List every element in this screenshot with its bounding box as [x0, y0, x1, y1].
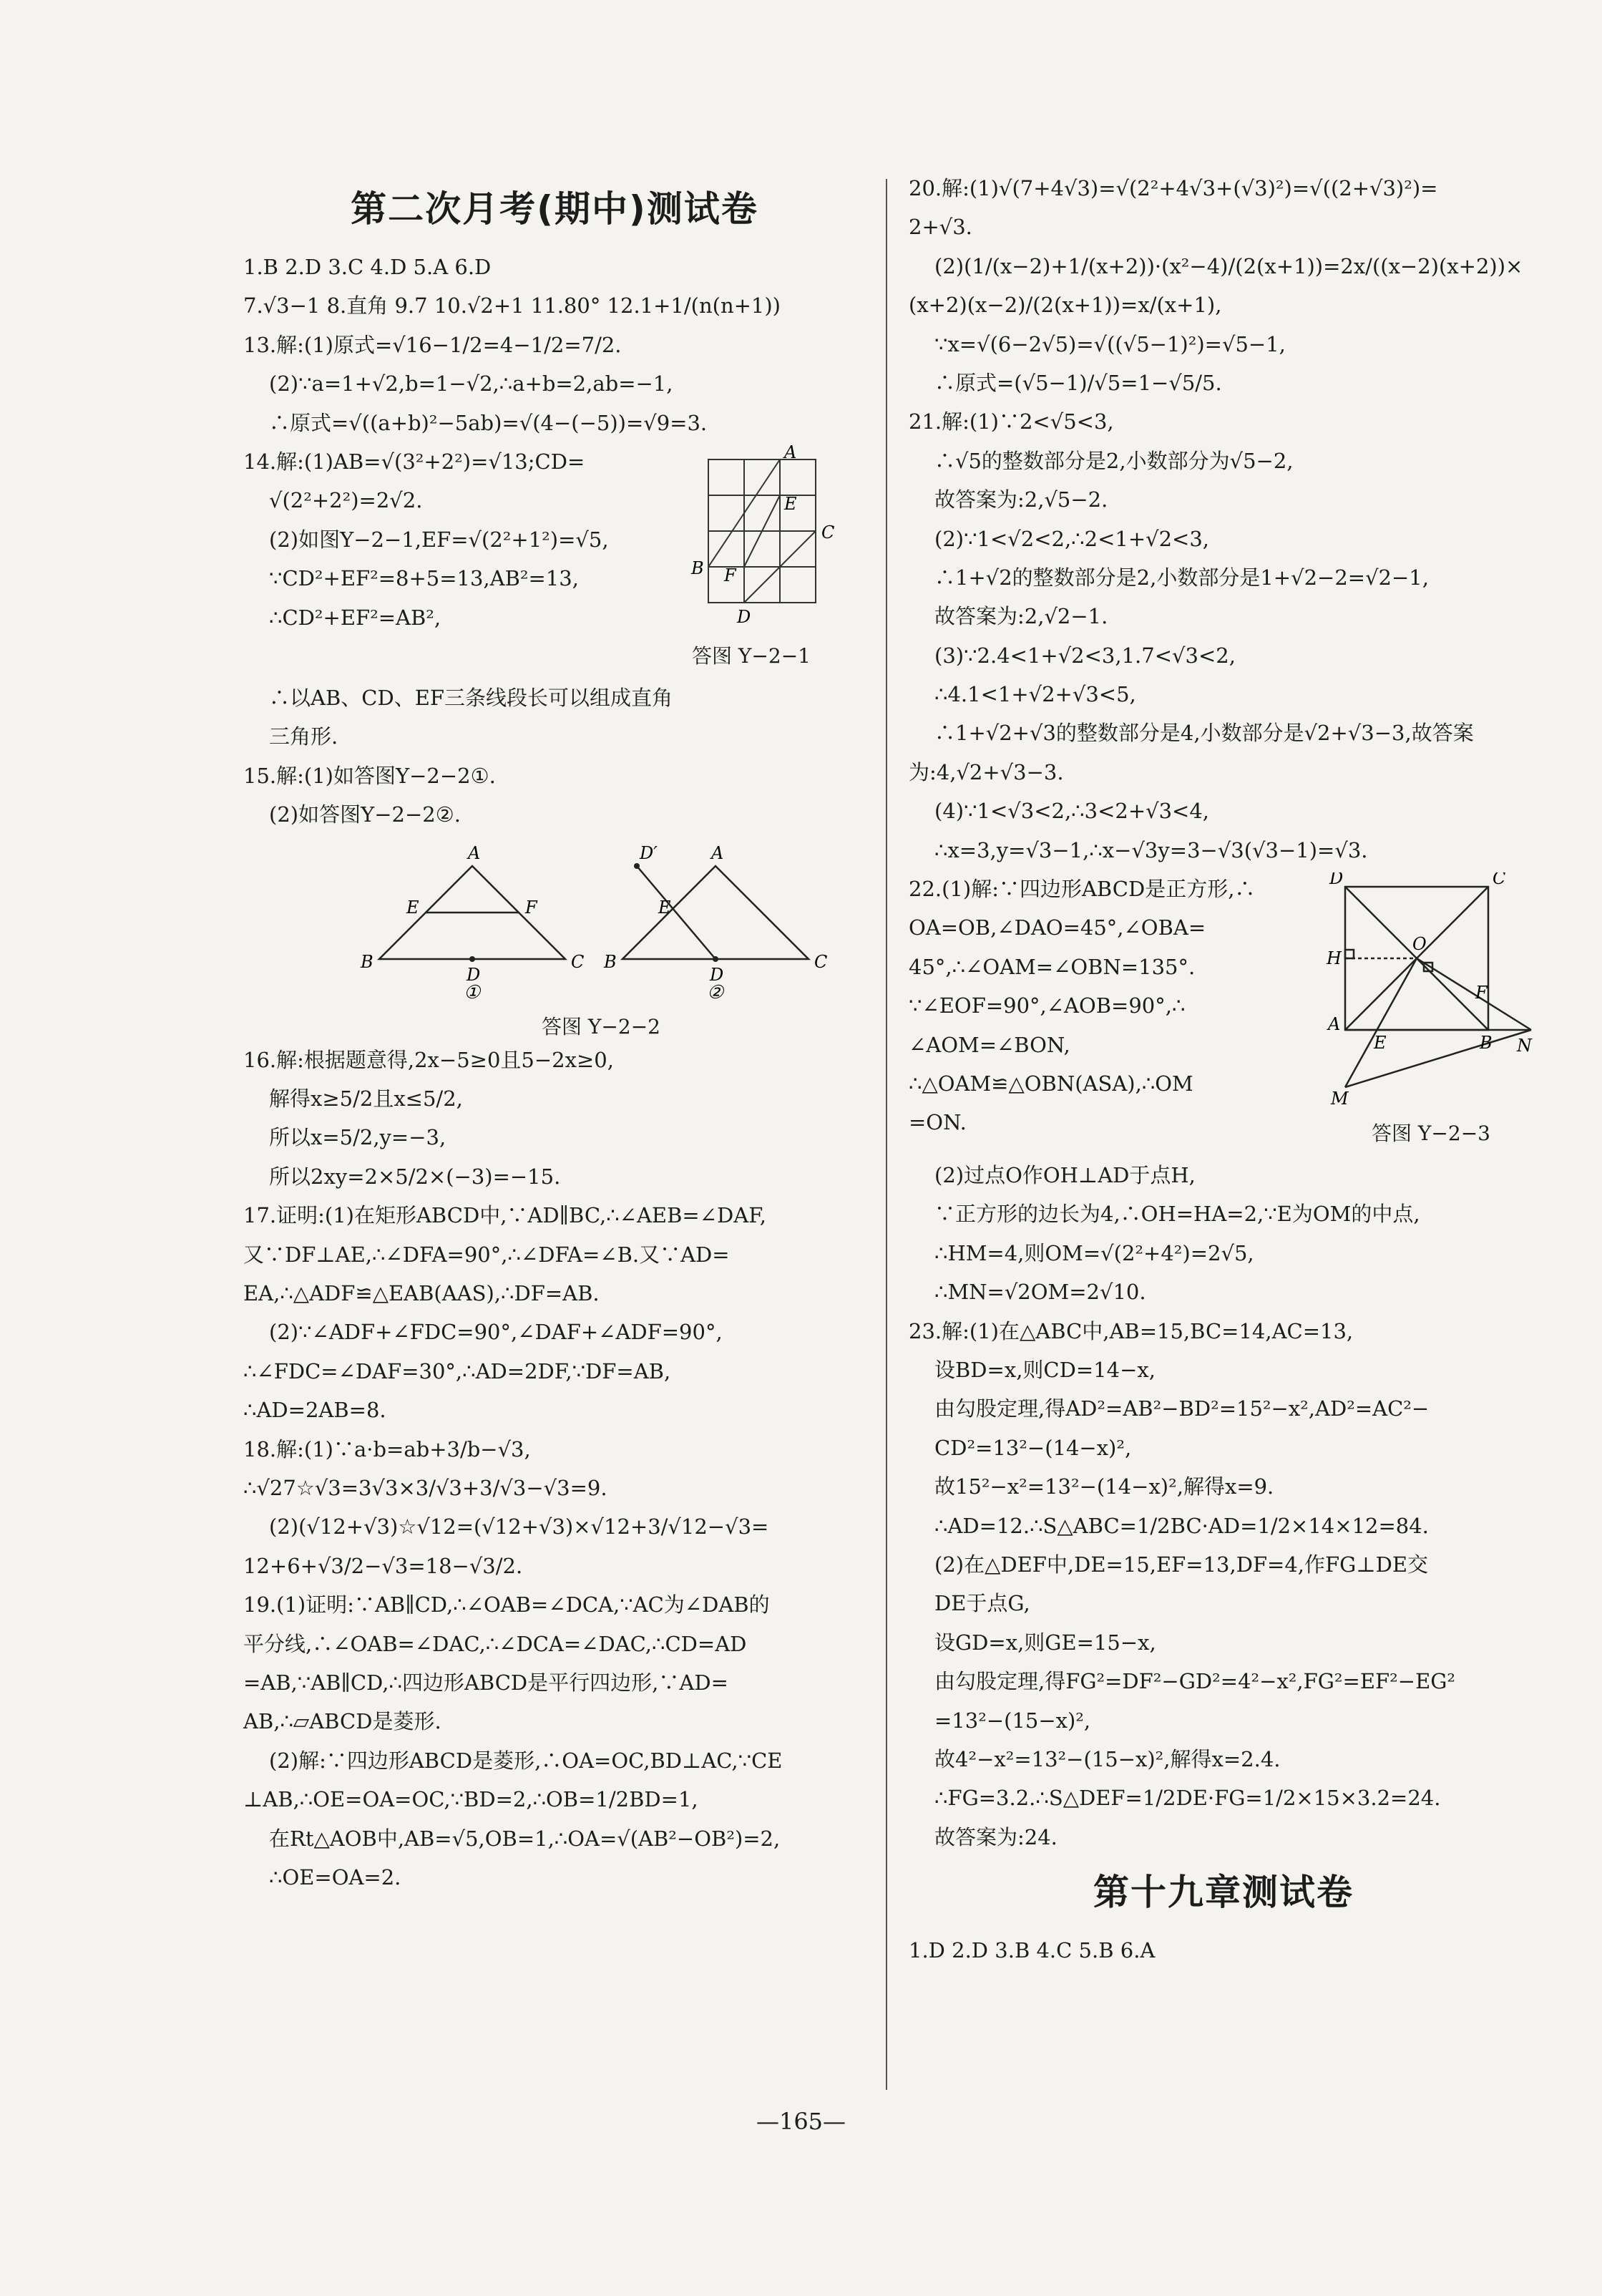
answer-line: ∴原式=√((a+b)²−5ab)=√(4−(−5))=√9=3. — [269, 410, 708, 435]
label: D — [710, 964, 724, 985]
answer-line: ∴1+√2的整数部分是2,小数部分是1+√2−2=√2−1, — [934, 565, 1429, 590]
label-d: D — [737, 606, 751, 627]
label: B — [604, 951, 617, 972]
answer-line: 2+√3. — [909, 215, 972, 240]
figure-caption: 答图 Y−2−3 — [1372, 1122, 1490, 1146]
answer-line: ∴√27☆√3=3√3×3/√3+3/√3−√3=9. — [243, 1476, 607, 1500]
answer-line: 在Rt△AOB中,AB=√5,OB=1,∴OA=√(AB²−OB²)=2, — [269, 1826, 781, 1851]
answer-line: 16.解:根据题意得,2x−5≥0且5−2x≥0, — [243, 1047, 614, 1072]
answer-line: ∴HM=4,则OM=√(2²+4²)=2√5, — [934, 1240, 1254, 1265]
label: D′ — [640, 842, 658, 863]
answer-line: ∴MN=√2OM=2√10. — [934, 1280, 1146, 1305]
answer-line: =ON. — [909, 1110, 967, 1135]
answer-line: 三角形. — [269, 724, 338, 749]
answer-line: ∵∠EOF=90°,∠AOB=90°,∴ — [909, 993, 1186, 1018]
answer-line: 23.解:(1)在△ABC中,AB=15,BC=14,AC=13, — [909, 1318, 1354, 1343]
answer-line: 所以2xy=2×5/2×(−3)=−15. — [269, 1164, 561, 1189]
answer-line: ⊥AB,∴OE=OA=OC,∵BD=2,∴OB=1/2BD=1, — [243, 1787, 698, 1812]
answer-line: ∴OE=OA=2. — [269, 1864, 401, 1889]
answer-line: 1.B 2.D 3.C 4.D 5.A 6.D — [243, 255, 492, 279]
answer-line: (2)(1/(x−2)+1/(x+2))·(x²−4)/(2(x+1))=2x/((x−2)(x+2))× — [934, 253, 1523, 278]
label: E — [1374, 1033, 1387, 1054]
answer-line: 15.解:(1)如答图Y−2−2①. — [243, 763, 496, 788]
label: A — [468, 842, 481, 863]
right-column — [909, 172, 1538, 1972]
left-column — [243, 172, 866, 1899]
answer-line: 17.证明:(1)在矩形ABCD中,∵AD∥BC,∴∠AEB=∠DAF, — [243, 1203, 767, 1228]
label: A — [711, 842, 724, 863]
answer-line: ∴4.1<1+√2+√3<5, — [934, 682, 1136, 707]
answer-line: 19.(1)证明:∵AB∥CD,∴∠OAB=∠DCA,∵AC为∠DAB的 — [243, 1592, 770, 1618]
label: F — [525, 897, 537, 918]
answer-line: ∵x=√(6−2√5)=√((√5−1)²)=√5−1, — [934, 331, 1286, 356]
answer-line: 13.解:(1)原式=√16−1/2=4−1/2=7/2. — [243, 332, 622, 357]
answer-line: 1.D 2.D 3.B 4.C 5.B 6.A — [909, 1938, 1156, 1963]
answer-line: EA,∴△ADF≌△EAB(AAS),∴DF=AB. — [243, 1281, 600, 1306]
label-b: B — [691, 558, 704, 578]
answer-line: ∴原式=(√5−1)/√5=1−√5/5. — [934, 370, 1222, 395]
q22-block — [909, 872, 1538, 1159]
answer-line: ∴FG=3.2.∴S△DEF=1/2DE·FG=1/2×15×3.2=24. — [934, 1786, 1441, 1811]
answer-line: (2)∵1<√2<2,∴2<1+√2<3, — [934, 526, 1210, 551]
square-figure — [1324, 872, 1538, 1109]
label-e: E — [784, 493, 797, 514]
answer-line: (2)过点O作OH⊥AD于点H, — [934, 1163, 1196, 1188]
answer-line: (2)在△DEF中,DE=15,EF=13,DF=4,作FG⊥DE交 — [934, 1552, 1429, 1577]
answer-line: 又∵DF⊥AE,∴∠DFA=90°,∴∠DFA=∠B.又∵AD= — [243, 1242, 730, 1267]
answer-line: ∴以AB、CD、EF三条线段长可以组成直角 — [269, 685, 673, 710]
grid-figure — [644, 445, 859, 631]
answer-line: (2)∵a=1+√2,b=1−√2,∴a+b=2,ab=−1, — [269, 371, 673, 397]
answer-line: (4)∵1<√3<2,∴3<2+√3<4, — [934, 799, 1210, 824]
answer-line: 故15²−x²=13²−(14−x)²,解得x=9. — [934, 1474, 1274, 1499]
answer-line: (2)∵∠ADF+∠FDC=90°,∠DAF+∠ADF=90°, — [269, 1320, 723, 1345]
answer-line: 为:4,√2+√3−3. — [909, 759, 1064, 784]
answer-line: (2)解:∵四边形ABCD是菱形,∴OA=OC,BD⊥AC,∵CE — [269, 1748, 783, 1773]
label: A — [1328, 1014, 1341, 1035]
figure-y-2-1 — [644, 445, 859, 673]
answer-line: AB,∴▱ABCD是菱形. — [243, 1709, 441, 1734]
label: E — [406, 897, 419, 918]
answer-line: √(2²+2²)=2√2. — [269, 488, 423, 513]
answer-line: 7.√3−1 8.直角 9.7 10.√2+1 11.80° 12.1+1/(n(n+1)) — [243, 293, 781, 318]
answer-line: (x+2)(x−2)/(2(x+1))=x/(x+1), — [909, 293, 1222, 318]
label: B — [1480, 1033, 1493, 1054]
label: C — [571, 951, 585, 972]
answer-line: ∠AOM=∠BON, — [909, 1032, 1070, 1057]
answer-line: 由勾股定理,得FG²=DF²−GD²=4²−x²,FG²=EF²−EG² — [934, 1669, 1456, 1694]
answer-line: 22.(1)解:∵四边形ABCD是正方形,∴ — [909, 877, 1256, 902]
label: B — [361, 951, 373, 972]
label: D — [1329, 872, 1344, 889]
q14-block — [243, 445, 866, 681]
label-f: F — [724, 565, 736, 585]
answer-line: 故答案为:2,√5−2. — [934, 487, 1108, 512]
figure-y-2-2 — [243, 837, 866, 1044]
answer-line: ∴△OAM≌△OBN(ASA),∴OM — [909, 1071, 1193, 1096]
answer-line: ∴CD²+EF²=AB², — [269, 605, 441, 630]
answer-line: 故答案为:24. — [934, 1824, 1058, 1849]
answer-line: 所以x=5/2,y=−3, — [269, 1125, 446, 1150]
page-number: —165— — [756, 2108, 846, 2135]
label: F — [1475, 983, 1488, 1003]
answer-line: 故答案为:2,√2−1. — [934, 604, 1108, 629]
answer-line: ∵CD²+EF²=8+5=13,AB²=13, — [269, 566, 579, 591]
answer-line: 12+6+√3/2−√3=18−√3/2. — [243, 1553, 523, 1578]
triangles-figure — [351, 837, 851, 1002]
answer-line: CD²=13²−(14−x)², — [934, 1435, 1132, 1460]
answer-line: 18.解:(1)∵a·b=ab+3/b−√3, — [243, 1436, 531, 1461]
label: H — [1327, 948, 1342, 969]
label: C — [1493, 872, 1506, 889]
column-divider — [886, 179, 887, 2090]
answer-line: ∴1+√2+√3的整数部分是4,小数部分是√2+√3−3,故答案 — [934, 721, 1474, 746]
answer-line: DE于点G, — [934, 1591, 1030, 1616]
answer-line: ∴x=3,y=√3−1,∴x−√3y=3−√3(√3−1)=√3. — [934, 837, 1368, 862]
sub-label: ① — [464, 981, 481, 1002]
sub-label: ② — [707, 981, 724, 1002]
label: N — [1517, 1036, 1532, 1056]
answer-line: ∴∠FDC=∠DAF=30°,∴AD=2DF,∵DF=AB, — [243, 1358, 671, 1383]
answer-line: (3)∵2.4<1+√2<3,1.7<√3<2, — [934, 643, 1236, 668]
figure-caption: 答图 Y−2−2 — [542, 1014, 660, 1038]
answer-line: ∴AD=12.∴S△ABC=1/2BC·AD=1/2×14×12=84. — [934, 1513, 1429, 1538]
answer-line: =AB,∵AB∥CD,∴四边形ABCD是平行四边形,∵AD= — [243, 1670, 728, 1695]
answer-line: ∵正方形的边长为4,∴OH=HA=2,∵E为OM的中点, — [934, 1202, 1420, 1227]
label: C — [814, 951, 828, 972]
answer-line: ∴√5的整数部分是2,小数部分为√5−2, — [934, 448, 1294, 473]
figure-y-2-3 — [1324, 872, 1538, 1150]
figure-caption: 答图 Y−2−1 — [692, 644, 811, 668]
answer-line: 平分线,∴∠OAB=∠DAC,∴∠DCA=∠DAC,∴CD=AD — [243, 1631, 747, 1656]
answer-line: 由勾股定理,得AD²=AB²−BD²=15²−x²,AD²=AC²− — [934, 1396, 1430, 1421]
label: M — [1331, 1089, 1349, 1109]
label: O — [1412, 934, 1427, 955]
answer-line: ∴AD=2AB=8. — [243, 1398, 386, 1423]
section-title: 第十九章测试卷 — [1093, 1872, 1354, 1914]
label-c: C — [821, 522, 835, 543]
answer-line: (2)(√12+√3)☆√12=(√12+√3)×√12+3/√12−√3= — [269, 1514, 769, 1539]
label: D — [467, 964, 481, 985]
answer-line: OA=OB,∠DAO=45°,∠OBA= — [909, 915, 1206, 940]
answer-line: 设BD=x,则CD=14−x, — [934, 1357, 1156, 1382]
answer-line: 解得x≥5/2且x≤5/2, — [269, 1086, 463, 1111]
answer-line: (2)如图Y−2−1,EF=√(2²+1²)=√5, — [269, 527, 609, 552]
label: E — [658, 897, 671, 918]
answer-line: 21.解:(1)∵2<√5<3, — [909, 409, 1114, 434]
label-a: A — [784, 444, 797, 462]
page-title: 第二次月考(期中)测试卷 — [351, 188, 758, 230]
answer-line: 设GD=x,则GE=15−x, — [934, 1630, 1156, 1655]
answer-line: (2)如答图Y−2−2②. — [269, 802, 461, 827]
answer-line: 20.解:(1)√(7+4√3)=√(2²+4√3+(√3)²)=√((2+√3)²)= — [909, 176, 1438, 200]
answer-line: 45°,∴∠OAM=∠OBN=135°. — [909, 954, 1196, 979]
answer-line: 故4²−x²=13²−(15−x)²,解得x=2.4. — [934, 1746, 1281, 1771]
answer-line: =13²−(15−x)², — [934, 1708, 1091, 1733]
answer-line: 14.解:(1)AB=√(3²+2²)=√13;CD= — [243, 449, 585, 474]
